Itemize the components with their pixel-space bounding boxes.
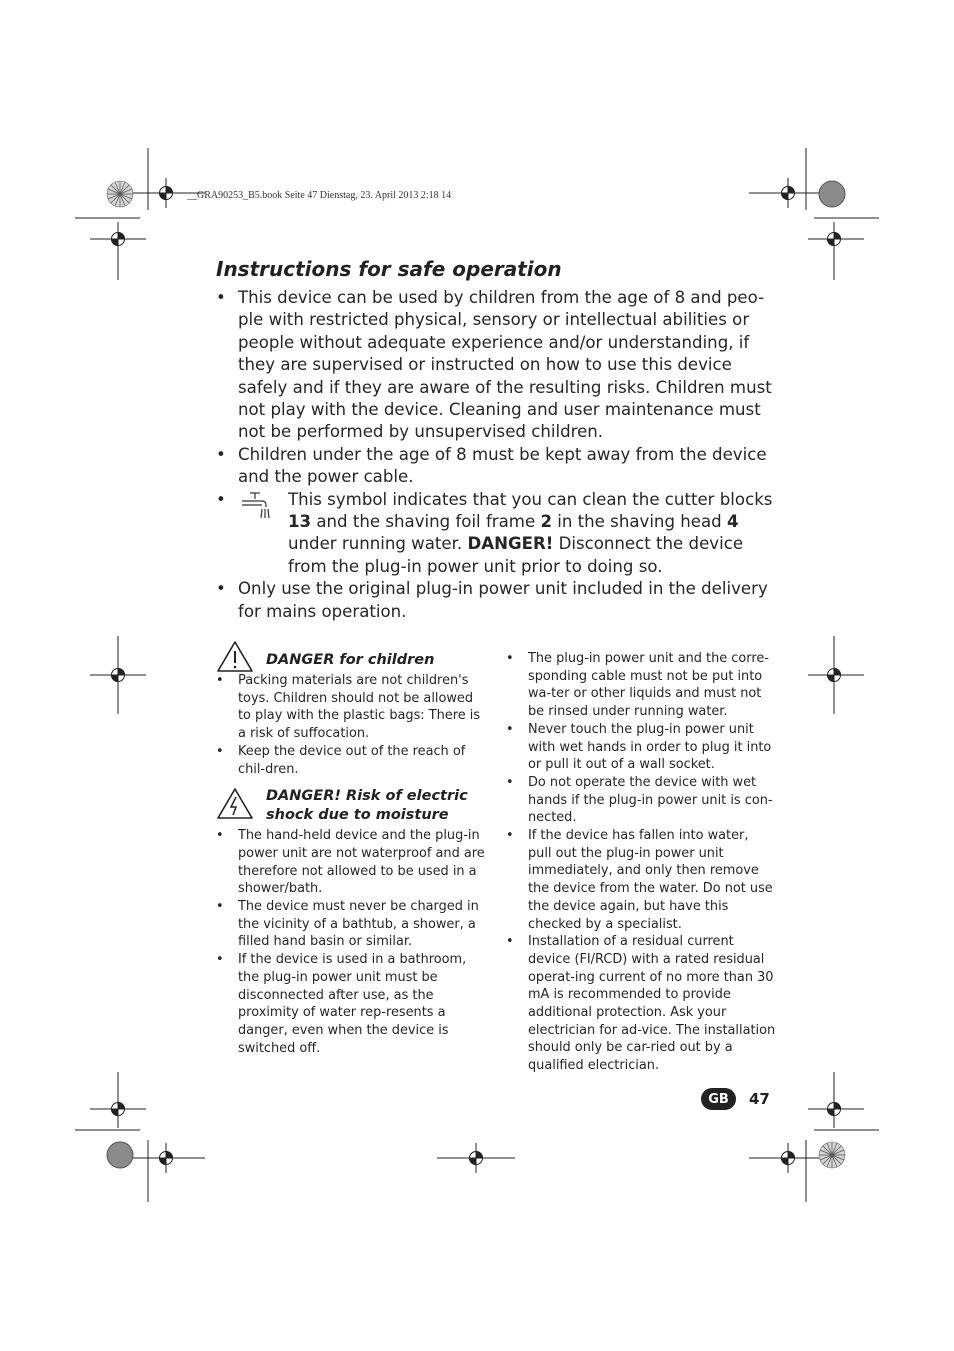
moisture-danger-list-continued — [506, 650, 776, 1075]
part-number: 4 — [726, 512, 739, 532]
symbol-text: Disconnect the device from the plug-in power unit prior to doing so. — [288, 534, 744, 576]
moisture-danger-list — [216, 827, 486, 1057]
list-item: • Do not operate the device with wet hands if the plug-in power unit is con-nected. — [506, 774, 776, 827]
warning-title: DANGER! Risk of electric — [266, 788, 468, 805]
symbol-text: and the shaving foil frame — [311, 512, 541, 532]
warning-title: DANGER for children — [266, 652, 435, 668]
symbol-text: in the shaving head — [551, 512, 727, 532]
section-title: Instructions for safe operation — [216, 257, 562, 281]
children-danger-list — [216, 672, 486, 778]
main-bullet: • Children under the age of 8 must be kept away from the device and the power cable. — [216, 444, 778, 489]
symbol-text: under running water. — [288, 534, 468, 554]
warning-title: shock due to moisture — [266, 807, 449, 824]
warning-heading-moisture — [216, 787, 486, 825]
warning-heading-children — [216, 640, 486, 670]
main-bullet-symbol — [216, 489, 778, 579]
list-item: • The plug-in power unit and the corre-sponding cable must not be put into wa-ter or other liquids and must not be rinsed under running water. — [506, 650, 776, 721]
print-header: __GRA90253_B5.book Seite 47 Dienstag, 23. April 2013 2:18 14 — [187, 190, 452, 201]
page-number: 47 — [749, 1090, 770, 1108]
running-water-icon — [238, 491, 272, 521]
list-item: • Never touch the plug-in power unit with wet hands in order to plug it into or pull it out of a wall socket. — [506, 721, 776, 774]
list-item: • Packing materials are not children's toys. Children should not be allowed to play with the plastic bags: There is a risk of suffocation. — [216, 672, 486, 743]
symbol-row — [238, 489, 778, 579]
list-item: • If the device has fallen into water, pull out the plug-in power unit immediately, and only then remove the device from the water. Do not use the device again, but have this checked by a specialist. — [506, 827, 776, 933]
list-item: • If the device is used in a bathroom, the plug-in power unit must be disconnected after use, as the proximity of water rep-resents a danger, even when the device is switched off. — [216, 951, 486, 1057]
main-bullet: • This device can be used by children from the age of 8 and peo-ple with restricted physical, sensory or intellectual abilities or people without adequate experience and/or understanding, if they are supervised or instructed on how to use this device safely and if they are aware of the resulting risks. Children must not play with the device. Cleaning and user maintenance must not be performed by unsupervised children. — [216, 287, 778, 444]
part-number: 13 — [288, 512, 312, 532]
symbol-text: This symbol indicates that you can clean the cutter blocks — [288, 489, 773, 509]
right-column — [506, 650, 776, 1075]
language-badge: GB — [701, 1088, 736, 1110]
warning-triangle-icon — [216, 640, 254, 674]
list-item: • The hand-held device and the plug-in power unit are not waterproof and are therefore not allowed to be used in a shower/bath. — [216, 827, 486, 898]
list-item: • The device must never be charged in the vicinity of a bathtub, a shower, a filled hand basin or similar. — [216, 898, 486, 951]
list-item: • Installation of a residual current device (FI/RCD) with a rated residual operat-ing current of no more than 30 mA is recommended to provide additional protection. Ask your electrician for ad-vice. The installation should only be car-ried out by a qualified electrician. — [506, 933, 776, 1075]
list-item: • Keep the device out of the reach of chil-dren. — [216, 743, 486, 778]
page-footer — [701, 1088, 770, 1110]
part-number: 2 — [540, 512, 552, 532]
danger-word: DANGER! — [467, 534, 554, 554]
safety-instructions-list — [216, 287, 778, 623]
main-bullet: • Only use the original plug-in power unit included in the delivery for mains operation. — [216, 578, 778, 623]
left-column — [216, 640, 486, 1057]
electric-shock-warning-icon — [216, 787, 254, 821]
